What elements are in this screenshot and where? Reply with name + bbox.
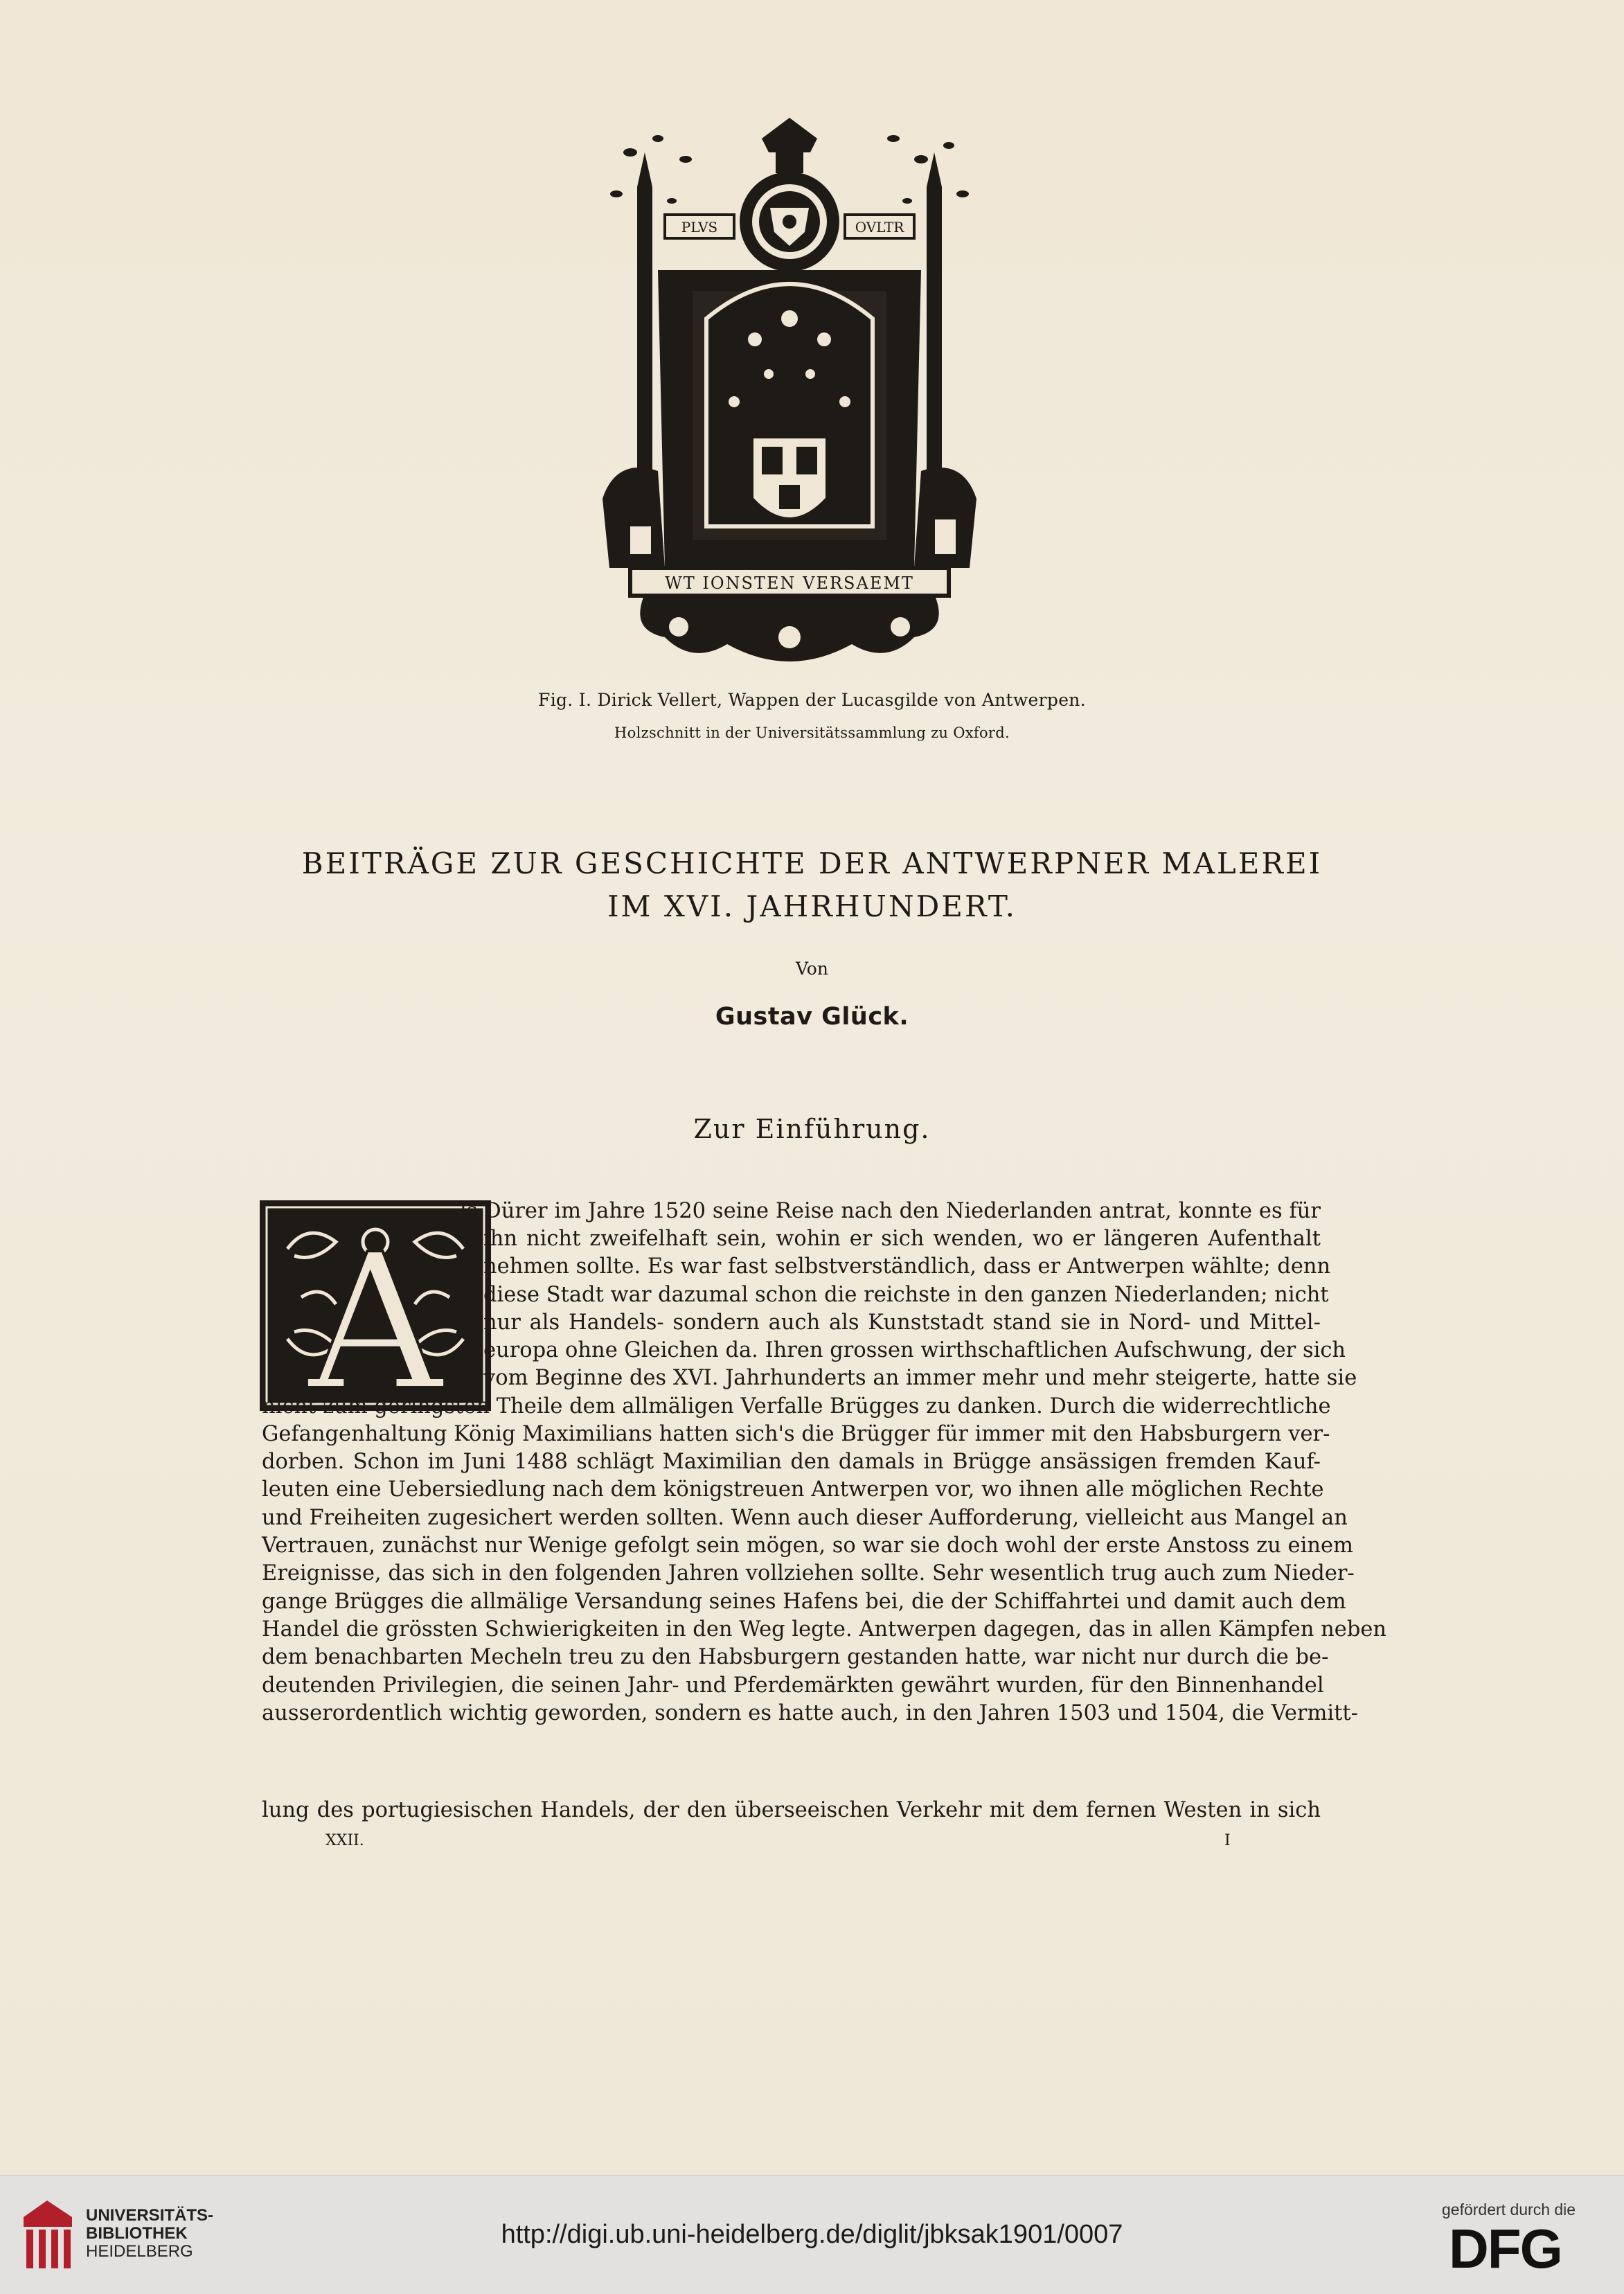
body-line: deutenden Privilegien, die seinen Jahr- und Pferdemärkten gewährt wurden, für den Binnenhandel: [262, 1673, 1324, 1698]
motto-left-text: PLVS: [681, 219, 718, 235]
initial-letter-glyph: A: [307, 1213, 443, 1411]
body-line: dem benachbarten Mecheln treu zu den Habsburgern gestanden hatte, war nicht nur durch die be-: [262, 1645, 1329, 1669]
article-title-line-2: IM XVI. JAHRHUNDERT.: [607, 889, 1017, 923]
body-line: europa ohne Gleichen da. Ihren grossen wirthschaftlichen Aufschwung, der sich: [483, 1338, 1346, 1362]
body-line: nur als Handels- sondern auch als Kunststadt stand sie in Nord- und Mittel-: [483, 1310, 1321, 1335]
body-line: ihn nicht zweifelhaft sein, wohin er sich wenden, wo er längeren Aufenthalt: [483, 1227, 1321, 1251]
figure-sub-caption: Holzschnitt in der Universitätssammlung zu Oxford.: [614, 724, 1010, 741]
body-line: und Freiheiten zugesichert werden sollten. Wenn auch dieser Aufforderung, vielleicht aus Mangel an: [262, 1506, 1348, 1530]
author-name: Gustav Glück.: [715, 1003, 909, 1031]
digitization-footer: [0, 2175, 1624, 2294]
library-name-line-1: UNIVERSITÄTS-: [86, 2206, 214, 2225]
guild-coat-of-arms-woodcut: [589, 111, 990, 679]
decorated-initial-letter: [260, 1200, 491, 1411]
body-line: Handel die grössten Schwierigkeiten in den Weg legte. Antwerpen dagegen, das in allen Kämpfen neben: [262, 1617, 1387, 1642]
figure-caption: Fig. I. Dirick Vellert, Wappen der Lucasgilde von Antwerpen.: [538, 690, 1086, 710]
body-line: diese Stadt war dazumal schon die reichste in den ganzen Niederlanden; nicht: [483, 1283, 1329, 1307]
body-line: dorben. Schon im Juni 1488 schlägt Maximilian den damals in Brügge ansässigen fremden Kauf-: [262, 1450, 1321, 1474]
body-line: Vertrauen, zunächst nur Wenige gefolgt sein mögen, so war sie doch wohl der erste Anstoss zu einem: [262, 1533, 1353, 1558]
body-line: gange Brügges die allmälige Versandung seines Hafens bei, die der Schiffahrtei und damit auch dem: [262, 1590, 1346, 1614]
permalink-url[interactable]: http://digi.ub.uni-heidelberg.de/diglit/jbksak1901/0007: [501, 2220, 1123, 2249]
page-number: I: [1224, 1832, 1231, 1849]
body-line: ls Dürer im Jahre 1520 seine Reise nach den Niederlanden antrat, konnte es für: [460, 1199, 1321, 1223]
body-line: nicht zum geringsten Theile dem allmäligen Verfalle Brügges zu danken. Durch die widerrechtliche: [262, 1394, 1331, 1419]
body-line: Gefangenhaltung König Maximilians hatten sich's die Brügger für immer mit den Habsburgern ver-: [262, 1422, 1330, 1446]
body-line: nehmen sollte. Es war fast selbstverständlich, dass er Antwerpen wählte; denn: [483, 1254, 1331, 1279]
body-line: vom Beginne des XVI. Jahrhunderts an immer mehr und mehr steigerte, hatte sie: [483, 1366, 1357, 1390]
body-line: leuten eine Uebersiedlung nach dem königstreuen Antwerpen vor, wo ihnen alle möglichen Rechte: [262, 1477, 1324, 1502]
section-title: Zur Einführung.: [693, 1114, 931, 1144]
body-line: ausserordentlich wichtig geworden, sondern es hatte auch, in den Jahren 1503 und 1504, die Vermitt-: [262, 1701, 1358, 1725]
article-title-line-1: BEITRÄGE ZUR GESCHICHTE DER ANTWERPNER MALEREI: [301, 846, 1323, 880]
dfg-logo: DFG: [1449, 2218, 1562, 2279]
body-line: Ereignisse, das sich in den folgenden Jahren vollziehen sollte. Sehr wesentlich trug auch zum Nieder-: [262, 1561, 1355, 1585]
library-name-line-3: HEIDELBERG: [86, 2242, 193, 2261]
body-line: lung des portugiesischen Handels, der den überseeischen Verkehr mit dem fernen Westen in sich: [262, 1798, 1321, 1822]
byline-prefix: Von: [796, 959, 828, 979]
signature-mark: XXII.: [325, 1832, 364, 1849]
banner-motto-text: WT IONSTEN VERSAEMT: [665, 574, 914, 593]
motto-right-text: OVLTR: [855, 219, 904, 235]
funding-caption: gefördert durch die: [1442, 2200, 1576, 2219]
library-name-line-2: BIBLIOTHEK: [86, 2224, 188, 2243]
